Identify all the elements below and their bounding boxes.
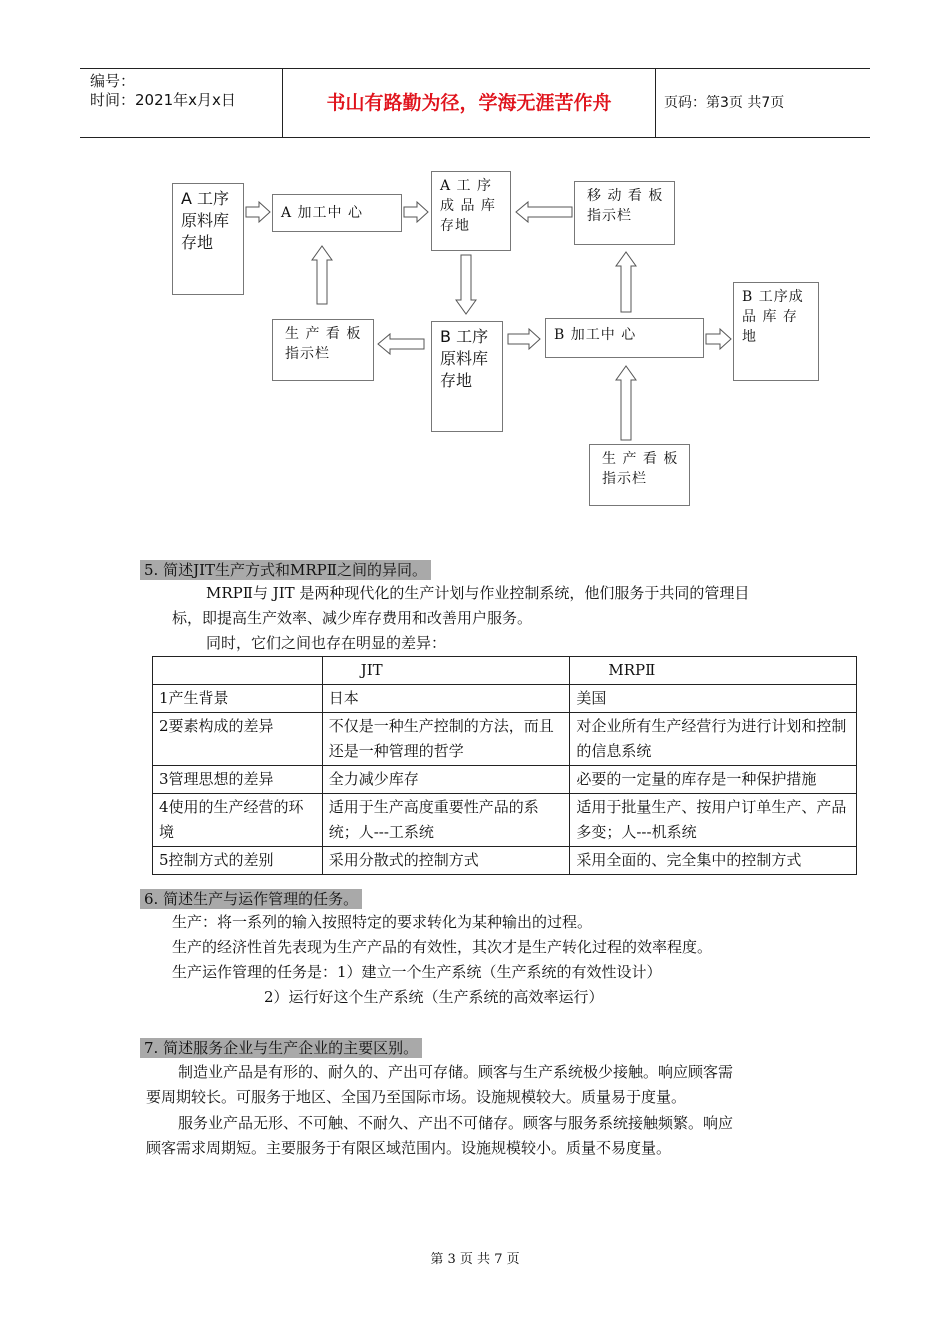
section7-p2-line2: 顾客需求周期短。主要服务于有限区域范围内。设施规模较小。质量不易度量。 — [146, 1139, 672, 1157]
prod-kanban-left-box — [272, 319, 374, 381]
table-row — [153, 685, 857, 713]
table-cell: 对企业所有生产经营行为进行计划和控制的信息系统 — [570, 713, 857, 766]
table-cell: 采用分散式的控制方式 — [322, 847, 570, 875]
header-motto: 书山有路勤为径，学海无涯苦作舟 — [282, 69, 656, 137]
kanban-flow-arrows — [0, 0, 950, 540]
arrow-right-1 — [246, 202, 270, 222]
arrow-right-2 — [404, 202, 428, 222]
a-material-line-2: 原料库 — [181, 211, 230, 230]
header-number: 编号： — [90, 72, 136, 90]
move-kanban-box — [574, 181, 675, 245]
b-product-line-2: 品 库 存 — [742, 309, 798, 325]
b-center-label: B 加工中 心 — [554, 327, 637, 343]
table-row — [153, 794, 857, 847]
table-cell: 采用全面的、完全集中的控制方式 — [570, 847, 857, 875]
arrow-right-4 — [706, 329, 731, 349]
a-product-line-2: 成 品 库 — [440, 198, 496, 214]
table-header-cell: MRPⅡ — [570, 657, 857, 685]
move-kanban-line-1: 移 动 看 板 — [587, 188, 664, 204]
header-page: 页码：第3页 共7页 — [664, 95, 785, 111]
b-processing-center-box — [545, 318, 704, 358]
prod-kanban-bottom-box — [589, 444, 690, 506]
prod-kanban-bottom-line-1: 生 产 看 板 — [602, 451, 679, 467]
table-cell: 3管理思想的差异 — [153, 766, 323, 794]
a-product-line-1: A 工 序 — [440, 178, 493, 194]
table-cell: 适用于生产高度重要性产品的系统；人---工系统 — [322, 794, 570, 847]
section6-line: 生产：将一系列的输入按照特定的要求转化为某种输出的过程。 — [172, 913, 593, 931]
jit-mrp-comparison-table — [152, 656, 857, 875]
section5-p1-line1: MRPⅡ与 JIT 是两种现代化的生产计划与作业控制系统，他们服务于共同的管理目 — [206, 584, 750, 602]
prod-kanban-bottom-line-2: 指示栏 — [602, 471, 647, 487]
b-product-store-box — [733, 282, 819, 381]
a-material-line-3: 存地 — [181, 233, 214, 252]
b-product-line-1: B 工序成 — [742, 289, 804, 305]
table-header-cell: JIT — [322, 657, 570, 685]
a-center-label: A 加工中 心 — [281, 205, 364, 221]
table-row — [153, 713, 857, 766]
section6-line: 生产运作管理的任务是：1）建立一个生产系统（生产系统的有效性设计） — [172, 963, 662, 981]
arrow-right-3 — [508, 329, 540, 349]
prod-kanban-left-line-2: 指示栏 — [285, 346, 330, 362]
arrow-left-1 — [516, 202, 572, 222]
arrow-up-3 — [616, 366, 636, 440]
section6-line: 2）运行好这个生产系统（生产系统的高效率运行） — [264, 988, 604, 1006]
a-product-line-3: 存地 — [440, 218, 470, 234]
section6-line: 生产的经济性首先表现为生产产品的有效性，其次才是生产转化过程的效率程度。 — [172, 938, 713, 956]
section7-title: 7. 简述服务企业与生产企业的主要区别。 — [140, 1038, 422, 1058]
table-cell: 1产生背景 — [153, 685, 323, 713]
table-cell: 4使用的生产经营的环境 — [153, 794, 323, 847]
section5-title: 5. 简述JIT生产方式和MRPⅡ之间的异同。 — [140, 560, 431, 580]
a-processing-center-box — [272, 194, 402, 232]
arrow-up-2 — [616, 252, 636, 312]
a-material-line-1: A 工序 — [181, 189, 230, 208]
arrow-up-1 — [312, 246, 332, 304]
table-header-row — [153, 657, 857, 685]
b-product-line-3: 地 — [742, 329, 757, 345]
table-cell: 5控制方式的差别 — [153, 847, 323, 875]
table-cell: 适用于批量生产、按用户订单生产、产品多变；人---机系统 — [570, 794, 857, 847]
section7-p2-line1: 服务业产品无形、不可触、不耐久、产出不可储存。顾客与服务系统接触频繁。响应 — [178, 1114, 734, 1132]
b-material-line-1: B 工序 — [440, 327, 489, 346]
b-material-line-2: 原料库 — [440, 349, 489, 368]
section7-p1-line2: 要周期较长。可服务于地区、全国乃至国际市场。设施规模较大。质量易于度量。 — [146, 1088, 687, 1106]
a-material-store-box — [172, 183, 244, 295]
table-cell: 2要素构成的差异 — [153, 713, 323, 766]
section7-p1-line1: 制造业产品是有形的、耐久的、产出可存储。顾客与生产系统极少接触。响应顾客需 — [178, 1063, 734, 1081]
page-footer: 第 3 页 共 7 页 — [430, 1252, 520, 1267]
table-row — [153, 766, 857, 794]
table-cell: 不仅是一种生产控制的方法，而且还是一种管理的哲学 — [322, 713, 570, 766]
b-material-line-3: 存地 — [440, 371, 473, 390]
arrow-down-1 — [456, 255, 476, 314]
table-header-cell — [153, 657, 323, 685]
table-cell: 日本 — [322, 685, 570, 713]
b-material-store-box — [431, 321, 503, 432]
table-cell: 全力减少库存 — [322, 766, 570, 794]
table-cell: 美国 — [570, 685, 857, 713]
move-kanban-line-2: 指示栏 — [587, 208, 632, 224]
section6-title: 6. 简述生产与运作管理的任务。 — [140, 889, 362, 909]
prod-kanban-left-line-1: 生 产 看 板 — [285, 326, 362, 342]
table-row — [153, 847, 857, 875]
a-product-store-box — [431, 171, 511, 251]
section5-p1-line2: 标，即提高生产效率、减少库存费用和改善用户服务。 — [172, 609, 533, 627]
section5-p2: 同时，它们之间也存在明显的差异： — [206, 634, 447, 652]
table-cell: 必要的一定量的库存是一种保护措施 — [570, 766, 857, 794]
arrow-left-2 — [378, 334, 424, 354]
header-time: 时间：2021年x月x日 — [90, 91, 236, 109]
